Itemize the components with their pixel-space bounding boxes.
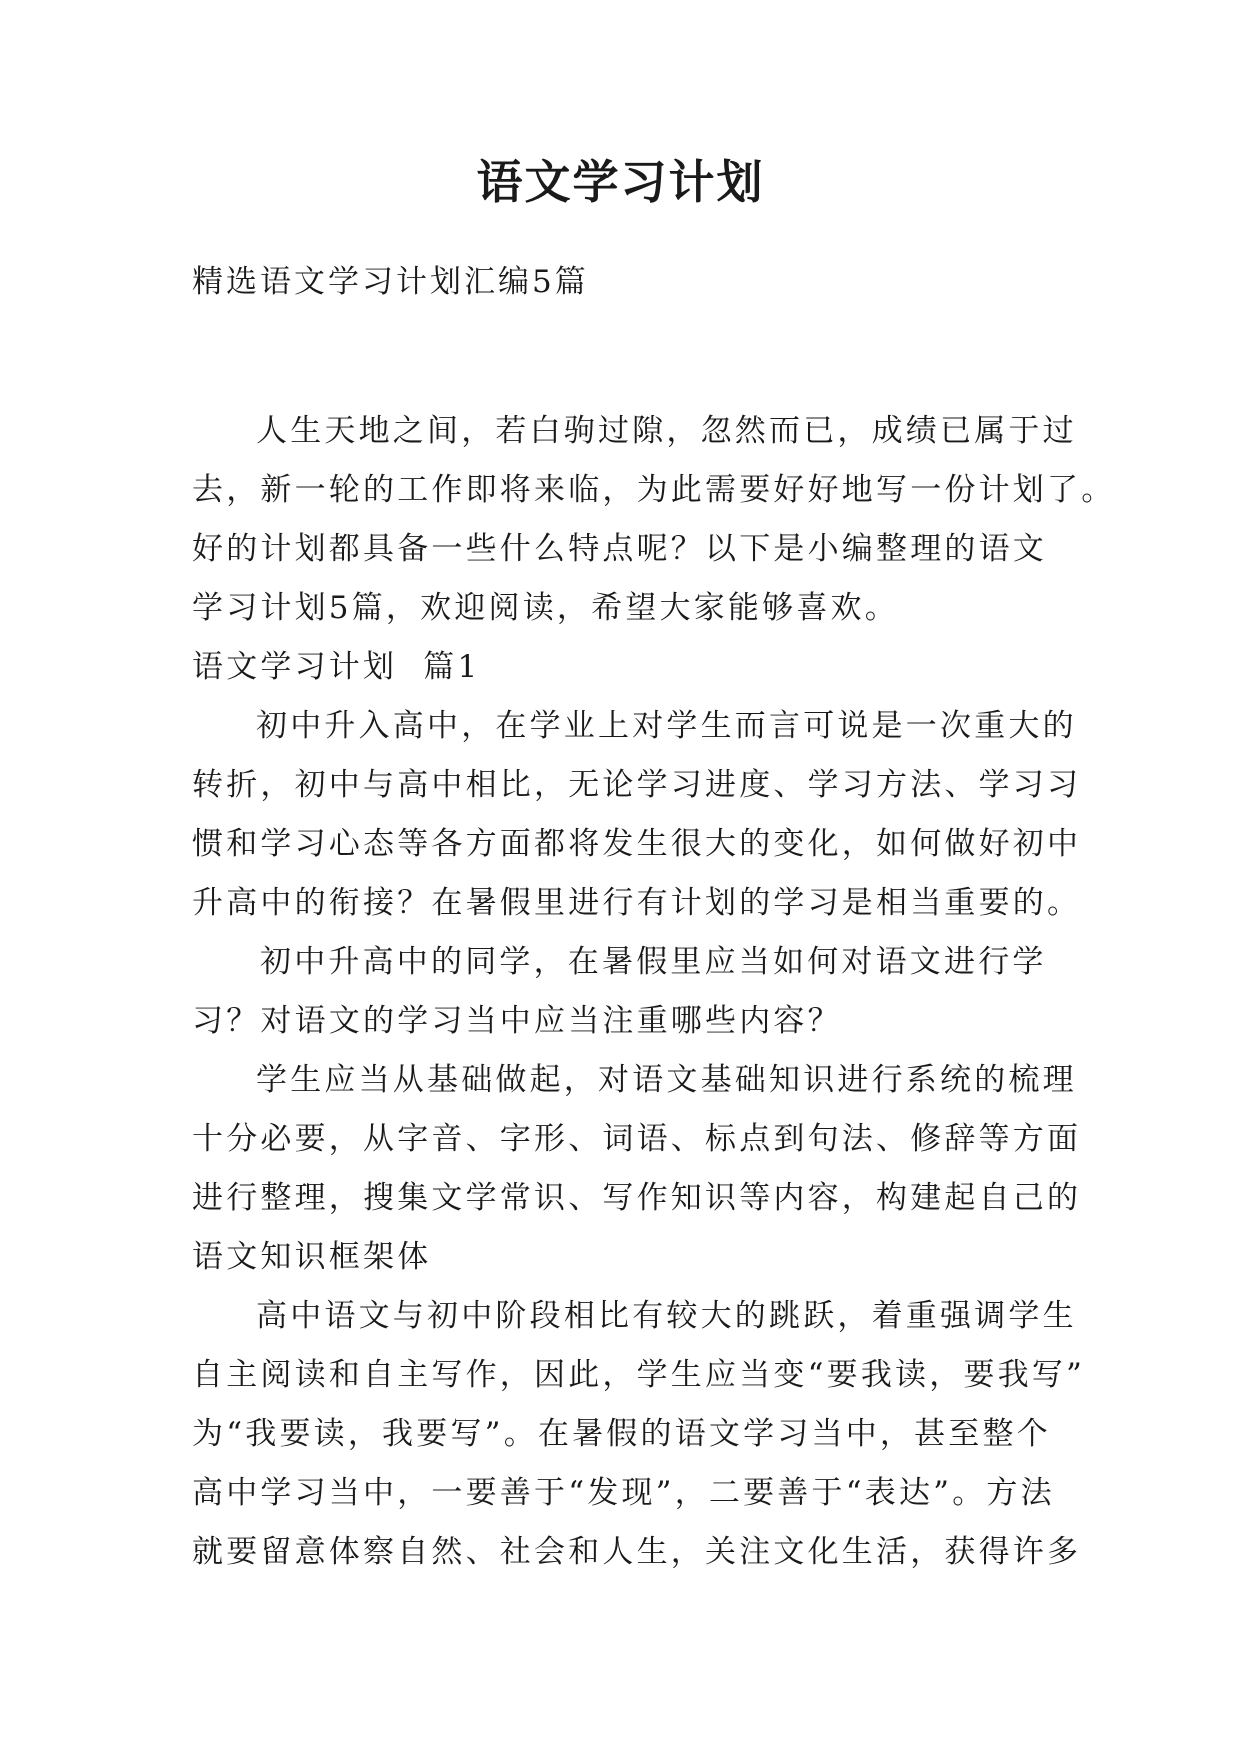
paragraph-line: 惯和学习心态等各方面都将发生很大的变化，如何做好初中 xyxy=(192,826,1082,862)
paragraph-line: 转折，初中与高中相比，无论学习进度、学习方法、学习习 xyxy=(192,767,1082,803)
paragraph-line: 为“我要读，我要写”。在暑假的语文学习当中，甚至整个 xyxy=(192,1416,1051,1452)
paragraph-line: 初中升入高中，在学业上对学生而言可说是一次重大的 xyxy=(256,708,1077,744)
paragraph-line: 进行整理，搜集文学常识、写作知识等内容，构建起自己的 xyxy=(192,1180,1082,1216)
paragraph-line: 高中学习当中，一要善于“发现”，二要善于“表达”。方法 xyxy=(192,1475,1055,1511)
paragraph-line: 学生应当从基础做起，对语文基础知识进行系统的梳理 xyxy=(256,1062,1077,1098)
paragraph-line: 学习计划5篇，欢迎阅读，希望大家能够喜欢。 xyxy=(192,590,899,626)
paragraph-line: 自主阅读和自主写作，因此，学生应当变“要我读，要我写” xyxy=(192,1357,1086,1393)
document-subtitle: 精选语文学习计划汇编5篇 xyxy=(192,264,589,300)
paragraph-line: 语文知识框架体 xyxy=(192,1239,432,1275)
paragraph-line: 就要留意体察自然、社会和人生，关注文化生活，获得许多 xyxy=(192,1534,1082,1570)
paragraph-line: 去，新一轮的工作即将来临，为此需要好好地写一份计划了。 xyxy=(192,472,1116,508)
document-body xyxy=(192,402,1116,1582)
paragraph-line: 习？对语文的学习当中应当注重哪些内容？ xyxy=(192,1003,842,1039)
paragraph-line: 好的计划都具备一些什么特点呢？以下是小编整理的语文 xyxy=(192,531,1047,567)
paragraph-line: 升高中的衔接？在暑假里进行有计划的学习是相当重要的。 xyxy=(192,885,1082,921)
paragraph-line: 初中升高中的同学，在暑假里应当如何对语文进行学 xyxy=(260,944,1047,980)
section-heading: 语文学习计划 篇1 xyxy=(192,649,481,685)
paragraph-line: 人生天地之间，若白驹过隙，忽然而已，成绩已属于过 xyxy=(256,413,1077,449)
paragraph-line: 高中语文与初中阶段相比有较大的跳跃，着重强调学生 xyxy=(256,1298,1077,1334)
document-title: 语文学习计划 xyxy=(476,155,765,209)
paragraph-line: 十分必要，从字音、字形、词语、标点到句法、修辞等方面 xyxy=(192,1121,1082,1157)
